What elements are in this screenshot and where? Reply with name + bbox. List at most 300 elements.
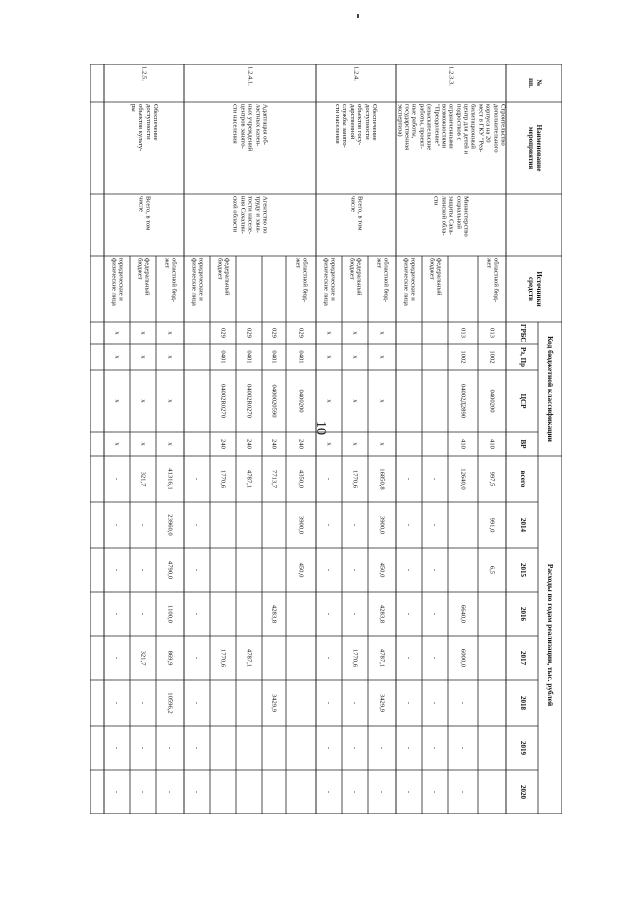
cell-total-text: 12640,0 bbox=[459, 468, 467, 490]
cell-total-text: - bbox=[431, 477, 439, 481]
header-year bbox=[506, 770, 538, 814]
cell-csr bbox=[130, 370, 156, 432]
cell-y3 bbox=[236, 636, 262, 680]
cell-rzpr bbox=[478, 344, 506, 370]
cell-y3-text: 1770,6 bbox=[219, 648, 227, 668]
cell-grbs-text: 013 bbox=[488, 328, 496, 338]
cell-y0 bbox=[262, 502, 286, 548]
header-year bbox=[506, 592, 538, 636]
cell-total bbox=[262, 456, 286, 502]
cell-y4 bbox=[316, 680, 342, 726]
cell-y2 bbox=[368, 592, 396, 636]
cell-y6-text: - bbox=[325, 790, 333, 794]
cell-y6 bbox=[236, 770, 262, 814]
header-grbs-text: ГРБС bbox=[518, 324, 527, 343]
row-performer bbox=[316, 194, 396, 256]
cell-source bbox=[262, 256, 286, 322]
cell-vr-text: 240 bbox=[297, 439, 305, 449]
cell-y1 bbox=[156, 548, 184, 592]
row-name-text: Обеспечение доступности объектов госу- дарственной службы занято- сти населения bbox=[334, 104, 379, 148]
header-year bbox=[506, 680, 538, 726]
cell-y2-text: - bbox=[405, 612, 413, 616]
header-grbs bbox=[506, 322, 538, 344]
row-num bbox=[184, 64, 316, 102]
cell-grbs-text: x bbox=[113, 331, 121, 335]
cell-y5 bbox=[262, 726, 286, 770]
cell-vr bbox=[396, 432, 422, 456]
cell-source bbox=[236, 256, 262, 322]
cell-source-text: федеральный бюджет bbox=[428, 258, 443, 296]
cell-csr-text: x bbox=[139, 399, 147, 403]
cell-total-text: 41316,1 bbox=[166, 468, 174, 490]
cell-y6-text: - bbox=[459, 790, 467, 794]
cell-y2 bbox=[156, 592, 184, 636]
row-num bbox=[396, 64, 506, 102]
cell-rzpr-text: x bbox=[378, 355, 386, 359]
cell-y0 bbox=[104, 502, 130, 548]
cell-y4 bbox=[448, 680, 478, 726]
header-expenses-text: Расходы по годам реализации, тыс. рублей bbox=[546, 563, 556, 707]
cell-total bbox=[156, 456, 184, 502]
row-name bbox=[104, 102, 184, 194]
cell-total bbox=[342, 456, 368, 502]
cell-y1-text: - bbox=[193, 568, 201, 572]
cell-y0-text: - bbox=[405, 523, 413, 527]
cell-total-text: 1770,6 bbox=[219, 469, 227, 489]
cell-grbs bbox=[396, 322, 422, 344]
cell-csr bbox=[448, 370, 478, 432]
cell-total-text: 16850,8 bbox=[378, 468, 386, 490]
cell-rzpr-text: x bbox=[139, 355, 147, 359]
cell-csr-text: x bbox=[378, 399, 386, 403]
cell-y6 bbox=[396, 770, 422, 814]
cell-y3-text: - bbox=[193, 656, 201, 660]
cell-y2 bbox=[396, 592, 422, 636]
cell-total bbox=[104, 456, 130, 502]
cell-y4 bbox=[262, 680, 286, 726]
cell-total bbox=[286, 456, 316, 502]
header-year-text: 2014 bbox=[518, 518, 527, 532]
cell-y6-text: - bbox=[431, 790, 439, 794]
header-vr bbox=[506, 432, 538, 456]
cell-vr-text: x bbox=[113, 442, 121, 446]
cell-csr bbox=[156, 370, 184, 432]
row-name bbox=[184, 102, 316, 194]
cell-csr-text: 0400200 bbox=[297, 389, 305, 413]
cell-vr bbox=[236, 432, 262, 456]
cell-vr-text: 240 bbox=[219, 439, 227, 449]
cell-y6 bbox=[422, 770, 448, 814]
cell-y2 bbox=[448, 592, 478, 636]
header-csr-text: ЦСР bbox=[518, 393, 527, 409]
cell-y1-text: - bbox=[405, 568, 413, 572]
cell-vr-text: 410 bbox=[488, 439, 496, 449]
cell-y5-text: - bbox=[405, 746, 413, 750]
cell-total bbox=[316, 456, 342, 502]
cell-y0-text: - bbox=[325, 523, 333, 527]
cell-source bbox=[104, 256, 130, 322]
cell-total bbox=[184, 456, 210, 502]
cell-y2 bbox=[422, 592, 448, 636]
cell-y3-text: 321,7 bbox=[139, 650, 147, 666]
cell-y4 bbox=[156, 680, 184, 726]
cell-vr-text: x bbox=[166, 442, 174, 446]
cell-y3 bbox=[396, 636, 422, 680]
cell-vr-text: x bbox=[378, 442, 386, 446]
cell-y4-text: 3429,9 bbox=[270, 693, 278, 713]
cell-y1-text: - bbox=[113, 568, 121, 572]
cell-source bbox=[448, 256, 478, 322]
cell-source bbox=[210, 256, 236, 322]
cell-y2-text: - bbox=[113, 612, 121, 616]
cell-y5-text: - bbox=[325, 746, 333, 750]
cell-vr bbox=[286, 432, 316, 456]
cell-rzpr-text: 0401 bbox=[270, 350, 278, 364]
cell-y1-text: - bbox=[325, 568, 333, 572]
cell-grbs-text: x bbox=[351, 331, 359, 335]
header-year-text: 2018 bbox=[518, 696, 527, 710]
cell-y2 bbox=[130, 592, 156, 636]
cell-y5 bbox=[104, 726, 130, 770]
cell-y6 bbox=[130, 770, 156, 814]
header-budget-code-text: Код бюджетной классификации bbox=[546, 336, 556, 442]
cell-rzpr bbox=[316, 344, 342, 370]
cell-y6 bbox=[156, 770, 184, 814]
cell-rzpr bbox=[396, 344, 422, 370]
cell-y5 bbox=[368, 726, 396, 770]
cell-vr-text: x bbox=[351, 442, 359, 446]
cell-y3 bbox=[478, 636, 506, 680]
cell-source bbox=[130, 256, 156, 322]
cell-y5-text: - bbox=[378, 746, 386, 750]
cell-y0-text: 3900,0 bbox=[378, 515, 386, 535]
cell-y0 bbox=[316, 502, 342, 548]
cell-vr bbox=[184, 432, 210, 456]
cell-y2-text: 1100,0 bbox=[166, 605, 174, 623]
cell-grbs-text: 029 bbox=[297, 328, 305, 338]
cell-y0 bbox=[448, 502, 478, 548]
cell-rzpr-text: 0401 bbox=[297, 350, 305, 364]
cell-total-text: 4350,0 bbox=[297, 469, 305, 489]
cell-y1 bbox=[368, 548, 396, 592]
cell-csr bbox=[368, 370, 396, 432]
cell-csr bbox=[236, 370, 262, 432]
cell-y6 bbox=[286, 770, 316, 814]
header-expenses bbox=[538, 456, 562, 814]
cell-y6 bbox=[478, 770, 506, 814]
cell-total-text: 997,5 bbox=[488, 471, 496, 487]
row-name-text: Адаптация об- ластных казен- ных учреждений центров занято- сти населения bbox=[231, 104, 269, 152]
cell-y0-text: - bbox=[431, 523, 439, 527]
cell-total bbox=[210, 456, 236, 502]
cell-grbs bbox=[104, 322, 130, 344]
cell-source bbox=[156, 256, 184, 322]
header-year bbox=[506, 636, 538, 680]
cell-rzpr-text: 1002 bbox=[488, 350, 496, 364]
cell-y5-text: - bbox=[459, 746, 467, 750]
cell-y2-text: 4283,8 bbox=[270, 604, 278, 624]
cell-y1 bbox=[316, 548, 342, 592]
cell-y5 bbox=[184, 726, 210, 770]
cell-y5 bbox=[396, 726, 422, 770]
cell-rzpr bbox=[448, 344, 478, 370]
cell-csr bbox=[210, 370, 236, 432]
cell-y0 bbox=[236, 502, 262, 548]
cell-y2 bbox=[104, 592, 130, 636]
cell-csr-text: 04002R0270 bbox=[245, 383, 253, 419]
cell-vr bbox=[448, 432, 478, 456]
cell-csr-text: 04002R0270 bbox=[219, 383, 227, 419]
header-year-text: 2015 bbox=[518, 563, 527, 577]
cell-y1-text: 450,0 bbox=[297, 562, 305, 578]
row-performer-text: Министерство социальной защиты Саха- линской обла- сти bbox=[432, 196, 470, 237]
cell-y1 bbox=[422, 548, 448, 592]
cell-y1-text: 4790,0 bbox=[166, 560, 174, 580]
row-num-text: 1.2.5. bbox=[140, 66, 148, 81]
cell-y3 bbox=[286, 636, 316, 680]
cell-y5-text: - bbox=[113, 746, 121, 750]
cell-y6 bbox=[316, 770, 342, 814]
cell-y4 bbox=[342, 680, 368, 726]
cell-y5 bbox=[156, 726, 184, 770]
cell-vr bbox=[422, 432, 448, 456]
cell-y3 bbox=[368, 636, 396, 680]
cell-vr-text: 410 bbox=[459, 439, 467, 449]
cell-rzpr bbox=[342, 344, 368, 370]
cell-rzpr bbox=[236, 344, 262, 370]
header-name bbox=[506, 102, 562, 194]
cell-y2-text: - bbox=[431, 612, 439, 616]
cell-csr bbox=[262, 370, 286, 432]
cell-y0-text: - bbox=[351, 523, 359, 527]
cell-csr bbox=[342, 370, 368, 432]
cell-vr bbox=[342, 432, 368, 456]
cell-y4 bbox=[478, 680, 506, 726]
cell-y4 bbox=[210, 680, 236, 726]
cell-y4-text: - bbox=[459, 701, 467, 705]
row-name-text: Обеспечение доступности объектов культу- ры bbox=[129, 104, 159, 152]
row-performer bbox=[184, 194, 316, 256]
cell-y0-text: 3900,0 bbox=[297, 515, 305, 535]
cell-source bbox=[184, 256, 210, 322]
cell-y4 bbox=[396, 680, 422, 726]
cell-csr-text: x bbox=[166, 399, 174, 403]
cell-total-text: 321,7 bbox=[139, 471, 147, 487]
cell-y0 bbox=[396, 502, 422, 548]
cell-grbs-text: x bbox=[325, 331, 333, 335]
cell-y3 bbox=[316, 636, 342, 680]
cell-y1-text: - bbox=[351, 568, 359, 572]
cell-y0 bbox=[286, 502, 316, 548]
cell-csr-text: 0400200 bbox=[488, 389, 496, 413]
cell-y2-text: 6640,0 bbox=[459, 604, 467, 624]
cell-vr bbox=[478, 432, 506, 456]
cell-grbs bbox=[286, 322, 316, 344]
cell-y4 bbox=[104, 680, 130, 726]
cell-y0-text: - bbox=[113, 523, 121, 527]
header-year-text: 2020 bbox=[518, 785, 527, 799]
cell-grbs bbox=[262, 322, 286, 344]
cell-y5-text: - bbox=[351, 746, 359, 750]
header-num-text: № пп. bbox=[527, 78, 543, 88]
cell-csr bbox=[422, 370, 448, 432]
cell-vr-text: x bbox=[325, 442, 333, 446]
row-performer-text: Всего, в том числе bbox=[137, 196, 152, 231]
cell-y3 bbox=[156, 636, 184, 680]
cell-rzpr-text: 1002 bbox=[459, 350, 467, 364]
cell-vr bbox=[210, 432, 236, 456]
cell-y0 bbox=[368, 502, 396, 548]
cell-y6 bbox=[262, 770, 286, 814]
cell-y5 bbox=[130, 726, 156, 770]
cell-total-text: 1770,6 bbox=[351, 469, 359, 489]
cell-vr bbox=[262, 432, 286, 456]
row-name-text: Строительство дополнительного корпуса на 20 мест в ГКУ "Реа- билитационный центр для детей и подростков с ограниченными возможностями "Преодоление" (изыскательские работы, проект- ные работы, государственная экспертиза) bbox=[396, 104, 506, 155]
cell-y6 bbox=[184, 770, 210, 814]
cell-y1 bbox=[130, 548, 156, 592]
cell-y4 bbox=[286, 680, 316, 726]
budget-table bbox=[90, 64, 562, 814]
cell-y6 bbox=[104, 770, 130, 814]
cell-csr bbox=[478, 370, 506, 432]
cell-rzpr-text: 0401 bbox=[219, 350, 227, 364]
cell-y5 bbox=[478, 726, 506, 770]
cell-y4-text: - bbox=[193, 701, 201, 705]
row-performer-text: Агентство по труду и заня- тости населе- ния Сахалин- ской области bbox=[231, 196, 269, 235]
cell-y0 bbox=[130, 502, 156, 548]
scan-speck bbox=[357, 14, 359, 18]
cell-source bbox=[478, 256, 506, 322]
header-total bbox=[506, 456, 538, 502]
cell-y3-text: 869,9 bbox=[166, 650, 174, 666]
cell-y5 bbox=[422, 726, 448, 770]
cell-y3-text: 6000,0 bbox=[459, 648, 467, 668]
cell-y1 bbox=[236, 548, 262, 592]
cell-vr bbox=[130, 432, 156, 456]
cell-y3-text: 1770,6 bbox=[351, 648, 359, 668]
cell-rzpr bbox=[210, 344, 236, 370]
cell-y1 bbox=[396, 548, 422, 592]
cell-y0-text: - bbox=[139, 523, 147, 527]
cell-source bbox=[396, 256, 422, 322]
cell-y4-text: - bbox=[113, 701, 121, 705]
cell-grbs-text: 029 bbox=[245, 328, 253, 338]
cell-source bbox=[316, 256, 342, 322]
header-num bbox=[506, 64, 562, 102]
cell-rzpr bbox=[422, 344, 448, 370]
cell-source-text: федеральный бюджет bbox=[136, 258, 151, 296]
cell-y4 bbox=[236, 680, 262, 726]
cell-grbs-text: 029 bbox=[270, 328, 278, 338]
cell-csr bbox=[316, 370, 342, 432]
cell-grbs-text: x bbox=[378, 331, 386, 335]
cell-y5-text: - bbox=[193, 746, 201, 750]
cell-y1 bbox=[342, 548, 368, 592]
cell-total-text: - bbox=[405, 477, 413, 481]
cell-y5 bbox=[342, 726, 368, 770]
cell-csr-text: x bbox=[325, 399, 333, 403]
cell-total bbox=[422, 456, 448, 502]
cell-y2 bbox=[236, 592, 262, 636]
cell-csr bbox=[396, 370, 422, 432]
cell-rzpr bbox=[368, 344, 396, 370]
cell-vr-text: 240 bbox=[270, 439, 278, 449]
cell-source-text: юридические и физические лица bbox=[322, 258, 337, 306]
cell-y2-text: - bbox=[351, 612, 359, 616]
header-name-text: Наименование мероприятия bbox=[527, 124, 543, 172]
cell-rzpr bbox=[286, 344, 316, 370]
cell-y4-text: - bbox=[431, 701, 439, 705]
cell-y3 bbox=[448, 636, 478, 680]
cell-y1 bbox=[286, 548, 316, 592]
cell-y2 bbox=[286, 592, 316, 636]
header-source-text: Источники средств bbox=[527, 271, 543, 307]
cell-y4-text: - bbox=[351, 701, 359, 705]
cell-source bbox=[342, 256, 368, 322]
cell-y3 bbox=[342, 636, 368, 680]
cell-y1 bbox=[184, 548, 210, 592]
cell-y2-text: - bbox=[325, 612, 333, 616]
cell-grbs-text: 029 bbox=[219, 328, 227, 338]
cell-y1 bbox=[210, 548, 236, 592]
row-num-text: 1.2.4. bbox=[352, 66, 360, 81]
cell-grbs bbox=[210, 322, 236, 344]
cell-rzpr-text: 0401 bbox=[245, 350, 253, 364]
header-year bbox=[506, 726, 538, 770]
cell-total bbox=[478, 456, 506, 502]
cell-rzpr bbox=[156, 344, 184, 370]
cell-vr bbox=[316, 432, 342, 456]
cell-y1-text: 6,5 bbox=[488, 565, 496, 575]
row-performer bbox=[104, 194, 184, 256]
cell-total bbox=[448, 456, 478, 502]
cell-source-text: областной бюд- жет bbox=[485, 258, 500, 303]
cell-rzpr-text: x bbox=[113, 355, 121, 359]
cell-csr bbox=[104, 370, 130, 432]
cell-y4 bbox=[422, 680, 448, 726]
cell-y6-text: - bbox=[193, 790, 201, 794]
cell-y2-text: - bbox=[139, 612, 147, 616]
cell-y1 bbox=[104, 548, 130, 592]
cell-grbs bbox=[478, 322, 506, 344]
cell-grbs bbox=[422, 322, 448, 344]
cell-total-text: 7713,7 bbox=[270, 469, 278, 489]
header-year bbox=[506, 502, 538, 548]
cell-y5 bbox=[448, 726, 478, 770]
cell-y5 bbox=[316, 726, 342, 770]
header-total-text: всего bbox=[518, 470, 527, 488]
cell-y4 bbox=[368, 680, 396, 726]
cell-vr bbox=[156, 432, 184, 456]
cell-y5 bbox=[210, 726, 236, 770]
cell-grbs bbox=[368, 322, 396, 344]
cell-y2 bbox=[316, 592, 342, 636]
cell-y5 bbox=[236, 726, 262, 770]
cell-y3 bbox=[422, 636, 448, 680]
cell-vr bbox=[368, 432, 396, 456]
cell-y6-text: - bbox=[166, 790, 174, 794]
row-performer-text: Всего, в том числе bbox=[349, 196, 364, 231]
header-year-text: 2016 bbox=[518, 607, 527, 621]
cell-csr-text: 04002Д2890 bbox=[459, 383, 467, 419]
cell-rzpr bbox=[130, 344, 156, 370]
header-rzpr bbox=[506, 344, 538, 370]
cell-y6-text: - bbox=[139, 790, 147, 794]
cell-csr-text: x bbox=[351, 399, 359, 403]
cell-y3 bbox=[262, 636, 286, 680]
row-name bbox=[396, 102, 506, 194]
header-csr bbox=[506, 370, 538, 432]
